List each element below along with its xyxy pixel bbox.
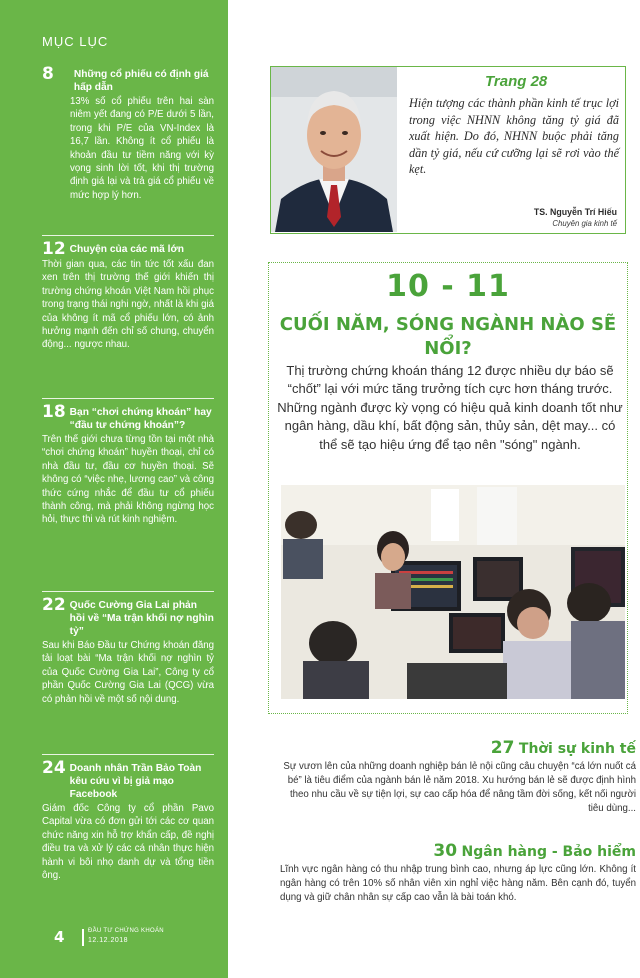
toc-item-page-18[interactable] [42, 404, 214, 527]
toc-page-number: 12 [42, 239, 66, 259]
portrait-illustration [271, 67, 397, 232]
toc-summary: Giám đốc Công ty cổ phần Pavo Capital vừa có đơn gửi tới các cơ quan chức năng xin hỗ trợ khẩn cấp, đề nghị điều tra và xử lý các cá nhân thực hiện hành vi bôi nhọ danh dự và tổng tiền ông. [42, 803, 214, 882]
footer-divider [82, 929, 84, 946]
quote-page-reference: Trang 28 [485, 73, 548, 90]
toc-heading: Những cổ phiếu có định giá hấp dẫn [73, 69, 209, 93]
article-title: Ngân hàng - Bảo hiểm [461, 844, 636, 860]
toc-page-number: 8 [42, 64, 54, 84]
toc-item-page-12[interactable] [42, 241, 214, 352]
toc-heading: Chuyện của các mã lớn [69, 244, 184, 255]
toc-divider [42, 398, 214, 399]
table-of-contents-sidebar [0, 0, 228, 978]
footer-publication: ĐẦU TƯ CHỨNG KHOÁN [88, 928, 164, 934]
article-page-number: 30 [433, 841, 458, 861]
featured-lead: Thị trường chứng khoán tháng 12 được nhiều dự báo sẽ “chốt” lại với mức tăng trưởng tích cực hơn tháng trước. Những ngành được kỳ vọng có hiệu quả kinh doanh tốt như ngân hàng, dầu khí, bất động sản, thủy sản, dệt may... có thể sẽ tạo hiệu ứng để tạo nên "sóng" ngành. [277, 363, 623, 452]
toc-summary: Trên thế giới chưa từng tồn tại một nhà “chơi chứng khoán” huyền thoại, chỉ có nhà đầu tư, đầu cơ huyền thoại. Sẽ không có “việc nhẹ, lương cao” và công thức cứng nhắc để đầu tư cổ phiếu thành công, mà phải không ngừng học hỏi, thực thi và rút kinh nghiệm. [42, 434, 214, 526]
footer-date: 12.12.2018 [88, 937, 129, 944]
quote-author-role: Chuyên gia kinh tế [552, 219, 617, 228]
article-page-27[interactable] [280, 738, 636, 816]
quote-box[interactable] [270, 66, 626, 234]
toc-heading: Bạn “chơi chứng khoán” hay “đầu tư chứng khoán”? [69, 407, 212, 431]
toc-item-page-8[interactable] [42, 66, 214, 202]
toc-divider [42, 235, 214, 236]
trading-floor-photo [281, 485, 625, 699]
article-header [280, 738, 636, 758]
article-summary: Lĩnh vực ngân hàng có thu nhập trung bình cao, nhưng áp lực cũng lớn. Không ít ngân hàng có trên 10% số nhân viên xin nghỉ việc hàng năm. Bên cạnh đó, tuyển dụng và giữ chân nhân sự cấp cao vẫn là bài toán khó. [280, 864, 636, 903]
toc-heading: Quốc Cường Gia Lai phản hồi về “Ma trận khối nợ nghìn tỷ” [69, 600, 214, 637]
article-page-number: 27 [490, 738, 515, 758]
toc-heading: Doanh nhân Trần Bảo Toàn kêu cứu vì bị giả mạo Facebook [69, 763, 202, 800]
article-header [280, 841, 636, 861]
trading-floor-illustration [281, 485, 625, 699]
footer-page-number: 4 [54, 928, 65, 946]
featured-article[interactable] [268, 262, 628, 714]
toc-page-number: 22 [42, 595, 66, 615]
toc-item-page-22[interactable] [42, 597, 214, 706]
toc-divider [42, 591, 214, 592]
toc-summary: Thời gian qua, các tin tức tốt xấu đan xen trên thị trường thế giới khiến thị trường chứng khoán Việt Nam hồi phục trong trạng thái nghi ngờ, nhất là khi giá của không ít mã cổ phiếu lớn, có ảnh hưởng mạnh đến chỉ số chung, chuyển động... ngược nhau. [42, 259, 214, 351]
article-summary: Sự vươn lên của những doanh nghiệp bán lẻ nội cũng câu chuyện “cá lớn nuốt cá bé” là tiêu điểm của ngành bán lẻ năm 2018. Xu hướng bán lẻ sẽ được định hình theo nhu cầu về sự tiện lợi, sự cao cấp hóa để nâng tầm đời sống, kết nối người tiêu dùng... [283, 761, 636, 814]
author-portrait [271, 67, 397, 232]
toc-divider [42, 754, 214, 755]
featured-title: CUỐI NĂM, SÓNG NGÀNH NÀO SẼ NỔI? [279, 314, 617, 359]
toc-page-number: 18 [42, 402, 66, 422]
toc-page-number: 24 [42, 758, 66, 778]
toc-summary: Sau khi Báo Đầu tư Chứng khoán đăng tải loạt bài “Ma trận khối nợ nghìn tỷ của Quốc Cường Gia Lai”, Công ty cổ phần Quốc Cường Gia Lai (QCG) vừa có phản hồi về một số nội dung. [42, 640, 214, 705]
toc-summary: 13% số cổ phiếu trên hai sàn niêm yết đang có P/E dưới 5 lần, trong khi P/E của VN-Index là 16,7 lần. Không ít cổ phiếu là khoản đầu tư tiềm năng với kỳ vọng sinh lời tốt, khi thị trường định giá lại và trả giá cổ phiếu về mức hợp lý hơn. [70, 96, 214, 201]
featured-page-range: 10 - 11 [386, 269, 510, 304]
quote-author: TS. Nguyễn Trí Hiếu [533, 207, 617, 217]
quote-text: Hiện tượng các thành phần kinh tế trục lợi trong việc NHNN không tăng tỷ giá đã xuất hiện. Do đó, NHNN buộc phải tăng dần tỷ giá, nếu cứ cưỡng lại sẽ rơi vào thế kẹt. [409, 96, 619, 177]
article-page-30[interactable] [280, 841, 636, 905]
toc-title: MỤC LỤC [42, 34, 109, 49]
toc-item-page-24[interactable] [42, 760, 214, 882]
article-title: Thời sự kinh tế [518, 741, 636, 757]
